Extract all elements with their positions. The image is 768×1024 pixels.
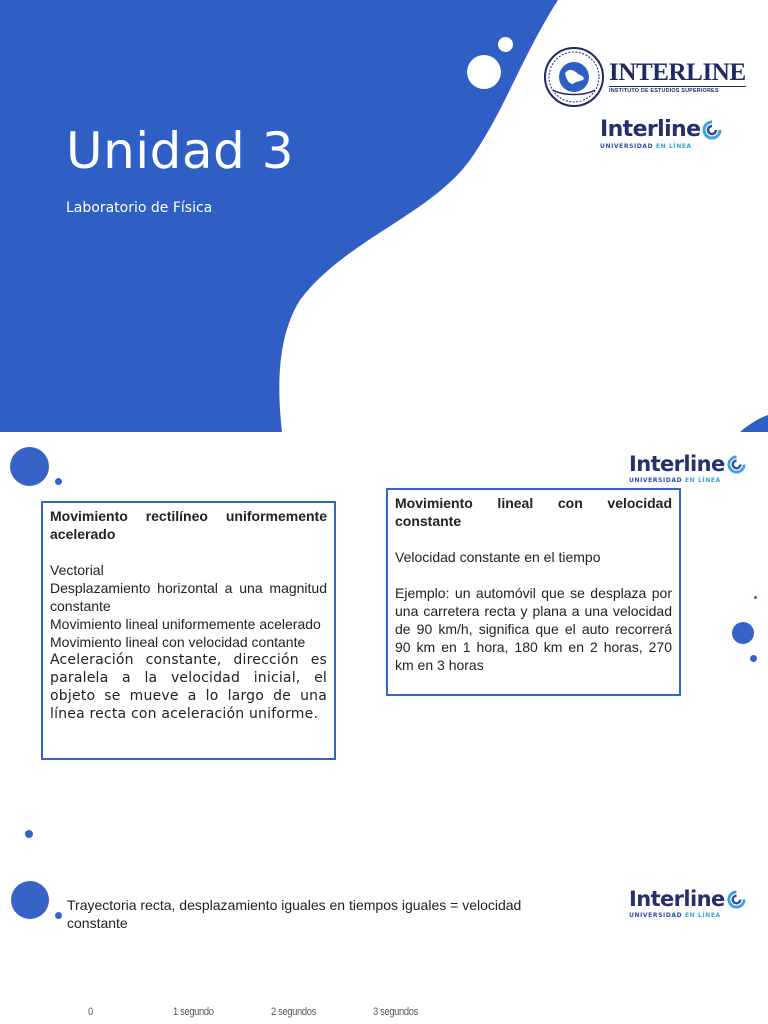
swirl-icon	[702, 120, 722, 140]
box-line: Desplazamiento horizontal a una magnitud constante	[50, 580, 327, 614]
decorative-dot	[750, 655, 757, 662]
trajectory-slide	[0, 862, 768, 1024]
box-example: Ejemplo: un automóvil que se desplaza por una carretera recta y plana a una velocidad de 90 km/h, significa que el auto recorrerá 90 km en 1 hora, 180 km en 2 horas, 270 km en 3 horas	[395, 585, 672, 673]
constant-velocity-box	[386, 488, 681, 696]
box-line: Velocidad constante en el tiempo	[395, 549, 601, 565]
logo-subtitle: UNIVERSIDAD EN LÍNEA	[629, 912, 721, 919]
time-label: 0	[88, 1006, 93, 1018]
box-paragraph: Aceleración constante, dirección es paralela a la velocidad inicial, el objeto se mueve a lo largo de una línea recta con aceleración uniforme.	[50, 652, 327, 722]
box-line: Vectorial	[50, 562, 104, 578]
box-line: Movimiento lineal uniformemente acelerado	[50, 616, 321, 632]
decorative-dot	[10, 447, 49, 486]
logo-word: Interline	[629, 887, 725, 911]
interline-logo	[629, 888, 746, 919]
decorative-dot	[25, 830, 33, 838]
accelerated-motion-box	[41, 501, 336, 760]
decorative-dot	[55, 912, 62, 919]
trajectory-text: Trayectoria recta, desplazamiento iguales en tiempos iguales = velocidad constante	[67, 897, 522, 931]
time-label: 1 segundo	[173, 1006, 214, 1018]
decorative-dot	[754, 596, 757, 599]
box-line: Movimiento lineal con velocidad contante	[50, 634, 306, 650]
decorative-dot	[467, 55, 501, 89]
decorative-dot	[55, 478, 62, 485]
slide-title: Unidad 3	[66, 122, 294, 180]
logo-word: Interline	[600, 117, 701, 142]
decorative-dot	[732, 622, 754, 644]
content-slide	[0, 432, 768, 862]
slide-subtitle: Laboratorio de Física	[66, 200, 213, 216]
logo-subtitle: UNIVERSIDAD EN LÍNEA	[600, 143, 692, 150]
time-label: 3 segundos	[373, 1006, 418, 1018]
box-heading: Movimiento lineal con velocidad constante	[395, 495, 672, 529]
time-label: 2 segundos	[271, 1006, 316, 1018]
logo-subtitle: UNIVERSIDAD EN LÍNEA	[629, 477, 721, 484]
seal-emblem-icon	[543, 46, 605, 108]
swirl-icon	[727, 455, 746, 474]
decorative-dot	[498, 37, 513, 52]
box-heading: Movimiento rectilíneo uniformemente acelerado	[50, 508, 327, 542]
seal-logo-word: INTERLINE	[609, 59, 746, 86]
decorative-dot	[11, 881, 49, 919]
interline-logo	[629, 453, 746, 484]
logo-word: Interline	[629, 452, 725, 476]
time-labels	[0, 1006, 768, 1024]
interline-seal-logo	[543, 46, 746, 108]
seal-logo-subtitle: INSTITUTO DE ESTUDIOS SUPERIORES	[609, 86, 746, 94]
title-slide	[0, 0, 768, 432]
interline-logo	[600, 118, 722, 150]
swirl-icon	[727, 890, 746, 909]
